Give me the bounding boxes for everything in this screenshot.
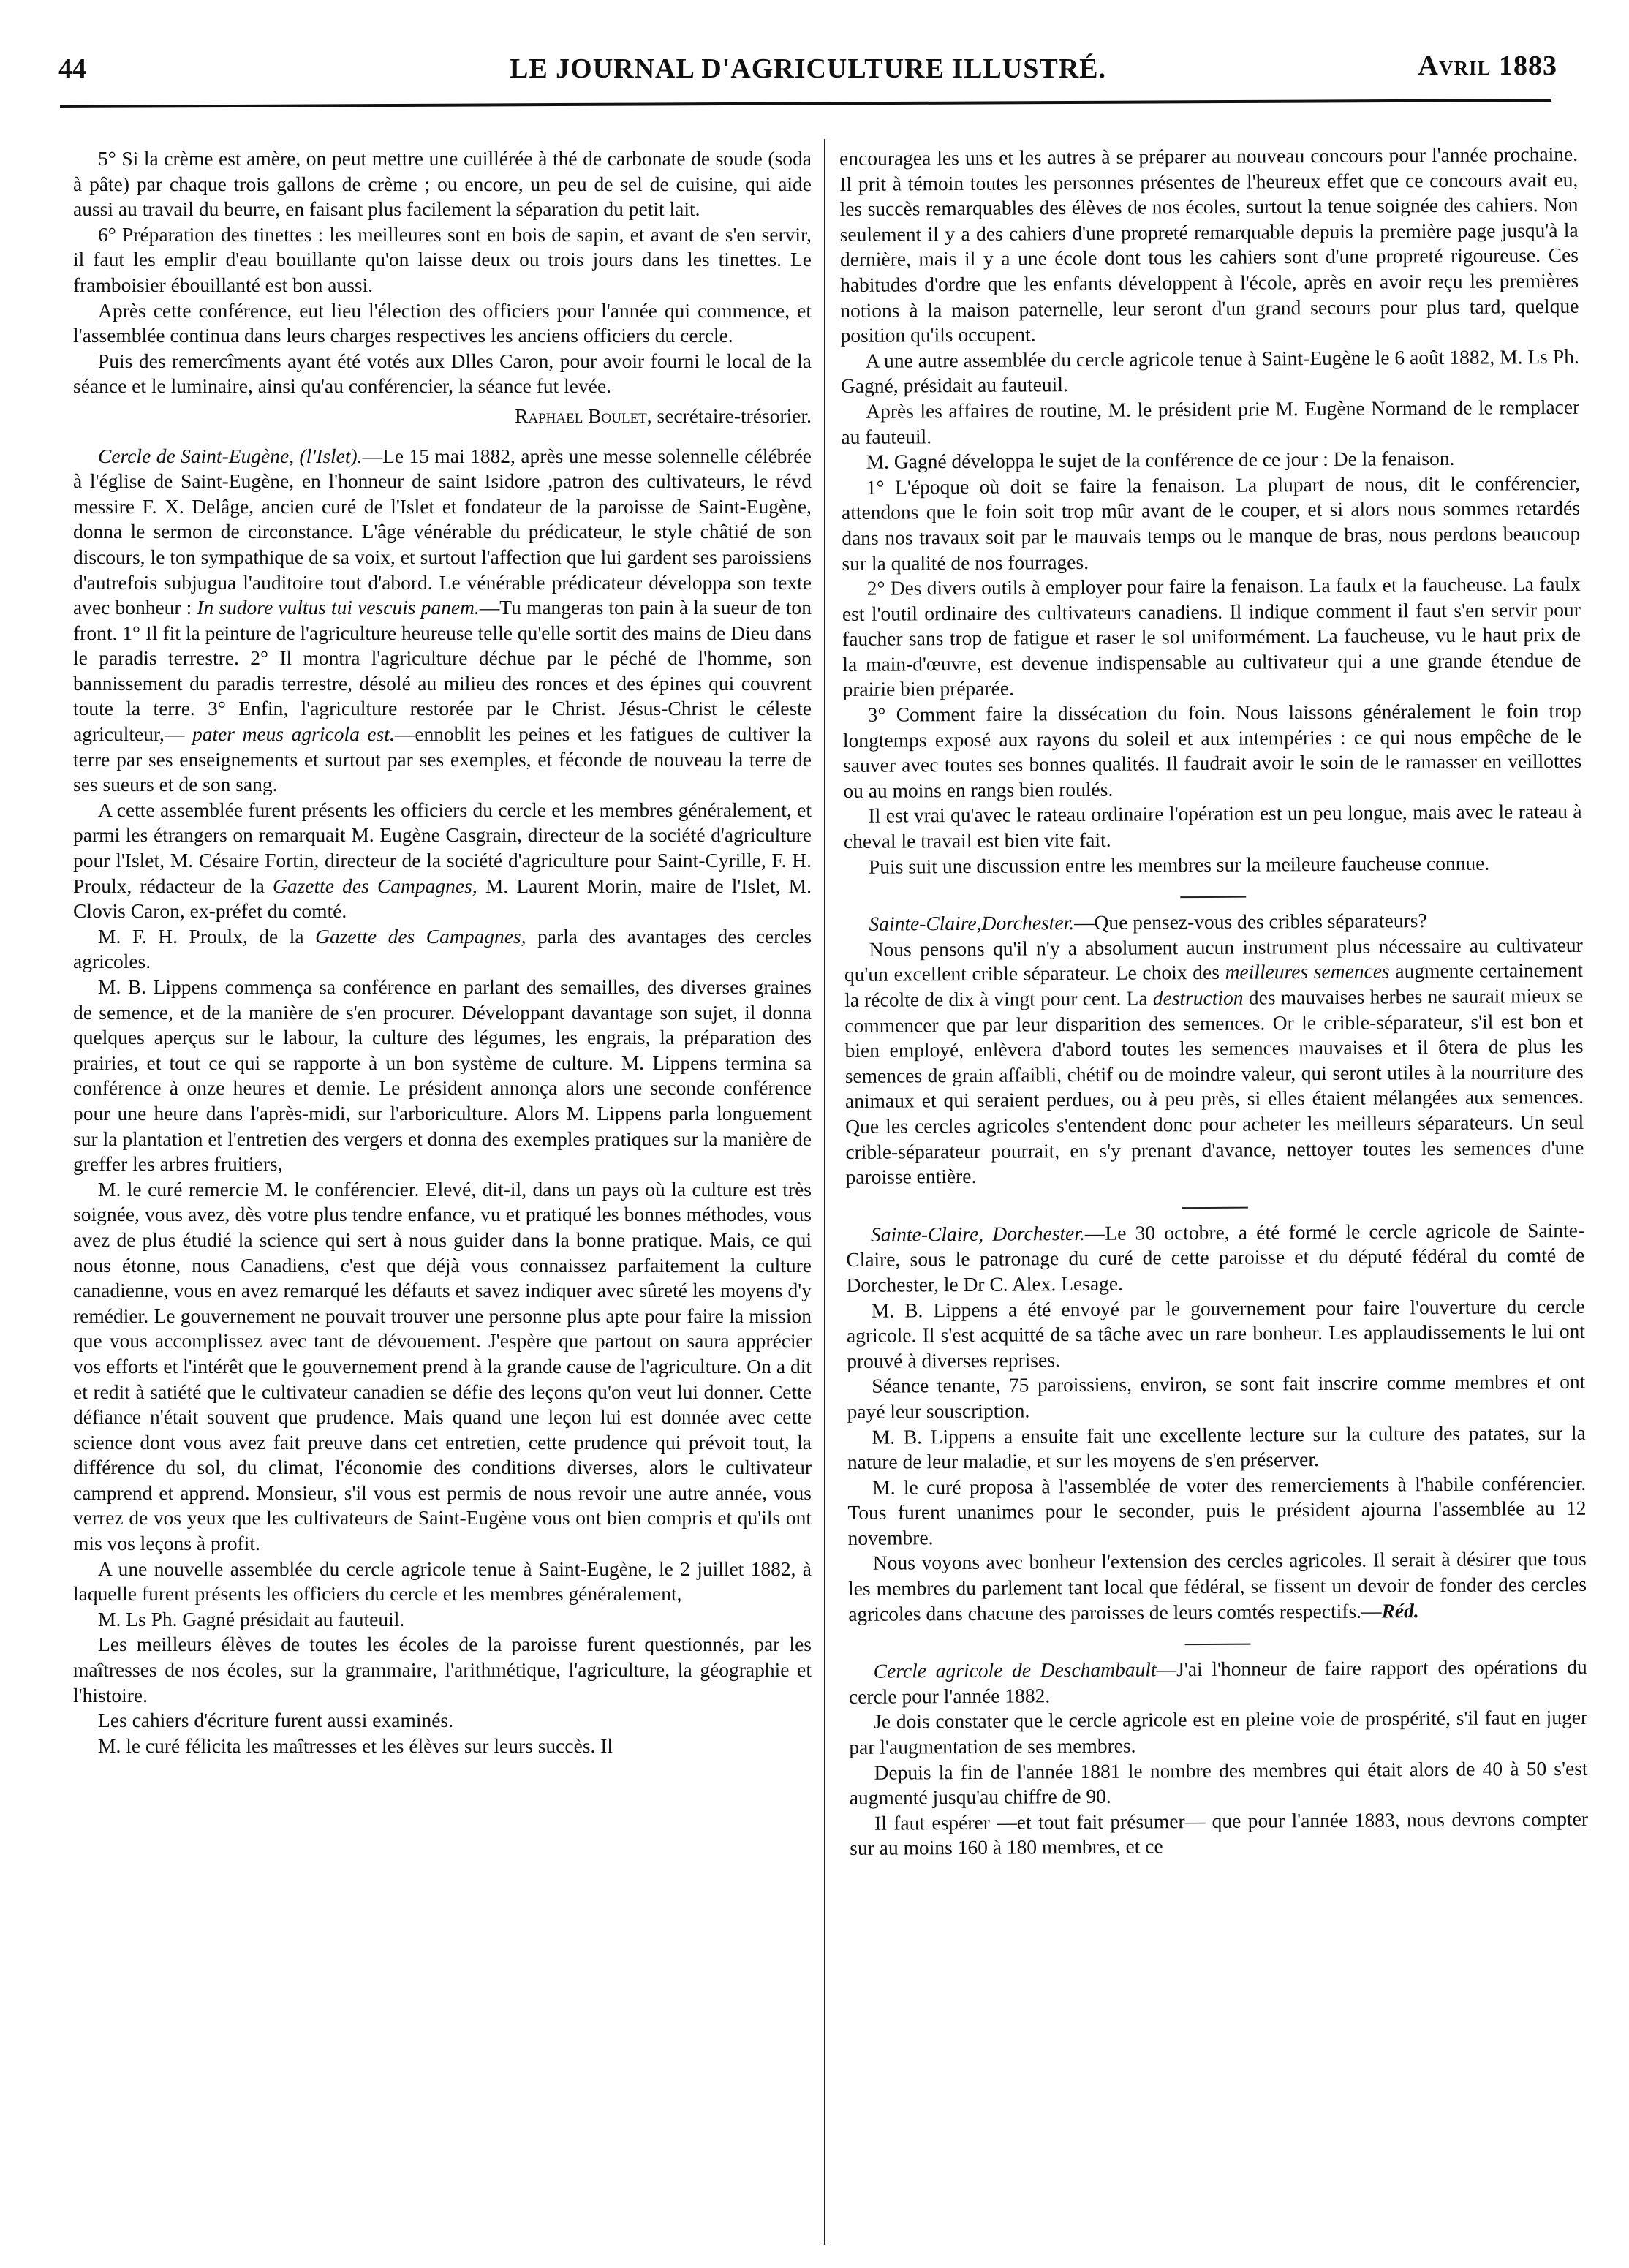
signature-role: secrétaire-trésorier. [657, 404, 812, 427]
paragraph: Puis des remercîments ayant été votés aux Dlles Caron, pour avoir fourni le local de la séance et le luminaire, ainsi qu'au conférencier, la séance fut levée. [73, 349, 812, 398]
text: —Le 15 mai 1882, après une messe solennelle célébrée à l'église de Saint-Eugène, en l'honneur de saint Isidore ,patron des cultivateurs, le révd messire F. X. Delâge, ancien curé de l'Islet et fondateur de la paroisse de Saint-Eugène, donna le sermon de circonstance. L'âge vénérable du prédicateur, le style châtié de son discours, le ton sympathique de sa voix, et surtout l'affection que lui gardent ses paroissiens d'autrefois subjugua l'auditoire tout d'abord. Le vénérable prédicateur développa son texte avec bonheur : [73, 444, 812, 619]
section-gap [73, 429, 812, 444]
paragraph [844, 933, 1584, 1190]
paragraph: M. le curé félicita les maîtresses et les élèves sur leurs succès. Il [98, 1734, 613, 1757]
issue-date: Avril 1883 [1418, 50, 1557, 81]
editor-mark: Réd. [1381, 1598, 1419, 1622]
right-column [839, 142, 1590, 2230]
signature-name: Raphael Boulet, [515, 404, 652, 427]
paragraph: Puis suit une discussion entre les membres sur la meileure faucheuse connue. [868, 851, 1490, 878]
article-title: Cercle de Saint-Eugène, (l'Islet). [98, 444, 363, 467]
text: Nous voyons avec bonheur l'extension des cercles agricoles. Il serait à désirer que tous les membres du parlement tant local que fédéral, se fissent un devoir de fonder des cercles agricoles dans chacune des paroisses de leurs comtés respectifs.— [847, 1547, 1587, 1625]
paragraph: Séance tenante, 75 paroissiens, environ, se sont fait inscrire comme membres et ont payé leur souscription. [847, 1370, 1586, 1423]
text: —Tu mangeras ton pain à la sueur de ton front. 1° Il fit la peinture de l'agriculture heureuse telle qu'elle sortit des mains de Dieu dans le paradis terrestre. 2° Il montra l'agriculture déchue par le péché de l'homme, son bannissement du paradis terrestre, désolé au milieu des ronces et des épines qui couvrent toute la terre. 3° Enfin, l'agriculture restorée par le Christ. Jésus-Christ le céleste agriculteur,— [73, 596, 812, 746]
paragraph: Après les affaires de routine, M. le président prie M. Eugène Normand de le remplacer au fauteuil. [841, 395, 1580, 448]
paragraph: M. le curé proposa à l'assemblée de voter des remerciements à l'habile conférencier. Tous furent unanimes pour le seconder, puis le président ajourna l'assemblée au 12 novembre. [847, 1471, 1587, 1549]
emphasis: destruction [1152, 986, 1244, 1010]
paragraph: encouragea les uns et les autres à se préparer au nouveau concours pour l'année prochaine. Il prit à témoin toutes les personnes présentes de l'heureux effet que ce concours avait eu, les succès remarquables des élèves de nos écoles, surtout la tenue soignée des cahiers. Non seulement il y a des cahiers d'une propreté remarquable depuis la première page jusqu'à la dernière, mais il y a une école dont tous les cahiers sont d'une propreté rigoureuse. Ces habitudes d'ordre que les enfants développent à l'école, après en avoir reçu les premières notions à la maison paternelle, leur seront d'un grand secours pour plus tard, quelque position qu'ils occupent. [839, 142, 1579, 347]
paragraph: M. B. Lippens a ensuite fait une excellente lecture sur la culture des patates, sur la nature de leur maladie, et sur les moyens de s'en préserver. [847, 1421, 1586, 1474]
paragraph: Il est vrai qu'avec le rateau ordinaire l'opération est un peu longue, mais avec le rateau à cheval le travail est bien vite fait. [843, 800, 1582, 853]
article-paragraph [73, 444, 812, 798]
paragraph: 6° Préparation des tinettes : les meilleures sont en bois de sapin, et avant de s'en servir, il faut les emplir d'eau bouillante qu'on laisse deux ou trois jours dans les tinettes. Le framboisier ébouillanté est bon aussi. [73, 222, 812, 296]
paragraph: A une autre assemblée du cercle agricole tenue à Saint-Eugène le 6 août 1882, M. Ls Ph. Gagné, présidait au fauteuil. [840, 344, 1579, 398]
paragraph: Les meilleurs élèves de toutes les écoles de la paroisse furent questionnés, par les maîtresses de nos écoles, sur la grammaire, l'arithmétique, l'agriculture, la géographie et l'histoire. [73, 1633, 812, 1706]
article-title: Sainte-Claire,Dorchester. [869, 911, 1075, 935]
paragraph [73, 798, 812, 924]
paragraph: M. B. Lippens a été envoyé par le gouvernement pour faire l'ouverture du cercle agricole. Il s'est acquitté de sa tâche avec un rare bonheur. Les applaudissements le lui ont prouvé à diverses reprises. [846, 1294, 1586, 1372]
latin-quote: pater meus agricola est. [192, 722, 395, 746]
paragraph: Il faut espérer —et tout fait présumer— que pour l'année 1883, nous devrons compter sur au moins 160 à 180 membres, et ce [850, 1807, 1589, 1860]
column-divider [824, 139, 825, 2245]
paragraph: M. le curé remercie M. le conférencier. Elevé, dit-il, dans un pays où la culture est très soignée, vous avez, dès votre plus tendre enfance, vu et pratiqué les bonnes méthodes, vous avez de plus étudié la science qui sert à nous guider dans la bonne pratique. Mais, ce qui nous étonne, nous Canadiens, c'est que déjà vous connaissez parfaitement la culture canadienne, vous en avez remarqué les défauts et savez indiquer avec sûreté les moyens d'y remédier. Le gouvernement ne pouvait trouver une personne plus apte pour faire la mission que vous accomplissez avec tant de dévouement. J'espère que partout on saura apprécier vos efforts et l'intérêt que le gouvernement prend à la grande cause de l'agriculture. On a dit et redit à satiété que le cultivateur canadien se défie des leçons qu'on veut lui donner. Cette défiance n'était souvent que prudence. Mais quand une leçon lui est donnée avec cette science dont vous avez fait preuve dans cet entretien, cette prudence qui prévoit tout, la différence du sol, du climat, l'économie des conditions diverses, alors le cultivateur camprend et apprend. Monsieur, s'il vous est permis de nous revoir une autre année, vous verrez de vos yeux que les cultivateurs de Saint-Eugène vous ont bien compris et qu'ils ont mis vos leçons à profit. [73, 1177, 812, 1555]
paragraph: 3° Comment faire la dissécation du foin. Nous laissons généralement le foin trop longtemps exposé aux rayons du soleil et aux intempéries : ce qui nous empêche de le sauver avec toutes ses bonnes qualités. Il faudrait avoir le soin de le ramasser en veillottes ou au moins en rangs bien roulés. [842, 698, 1582, 802]
text: augmente certainement la récolte de dix à vingt pour cent. La [844, 959, 1583, 1011]
paragraph: 1° L'époque où doit se faire la fenaison. La plupart de nous, dit le conférencier, attendons que le foin soit trop mûr avant de le couper, et si alors nous sommes retardés dans nos travaux soit par le mauvais temps ou le manque de bras, nous perdons beaucoup sur la qualité de nos fourrages. [841, 471, 1581, 575]
section-separator [1182, 1206, 1248, 1209]
text: —Que pensez-vous des cribles séparateurs? [1073, 909, 1427, 934]
text: A cette assemblée furent présents les officiers du cercle et les membres généralement, et parmi les étrangers on remarquait M. Eugène Casgrain, directeur de la société d'agriculture pour l'Islet, M. Césaire Fortin, directeur de la société d'agriculture pour Saint-Cyrille, F. H. Proulx, rédacteur de la [73, 798, 812, 897]
signature [73, 404, 812, 429]
text: —Le 30 octobre, a été formé le cercle agricole de Sainte-Claire, sous le patronage du curé de cette paroisse et du député fédéral du comté de Dorchester, le Dr C. Alex. Lesage. [846, 1218, 1585, 1296]
paragraph: A une nouvelle assemblée du cercle agricole tenue à Saint-Eugène, le 2 juillet 1882, à laquelle furent présents les officiers du cercle et les membres généralement, [73, 1557, 812, 1606]
text: M. Laurent Morin, maire de l'Islet, M. Clovis Caron, ex-préfet du comté. [73, 874, 812, 923]
text: des mauvaises herbes ne saurait mieux se commencer que par leur disparition des semences. Or le crible-séparateur, s'il est bon et bien employé, enlèvera d'abord toutes les semences mauvaises et il ôtera de plus les semences de grain affaibli, chétif ou de moindre valeur, qui seront utiles à la nourriture des animaux et qui seraient perdues, ou à peu près, si elles étaient mélangées aux semences. Que les cercles agricoles s'entendent donc pour acheter les meilleurs séparateurs. Un seul crible-séparateur pourrait, en s'y prenant d'avance, nettoyer toutes les semences d'une paroisse entière. [844, 983, 1584, 1189]
paragraph: M. Ls Ph. Gagné présidait au fauteuil. [98, 1607, 405, 1630]
paragraph: 2° Des divers outils à employer pour faire la fenaison. La faulx et la faucheuse. La faulx est l'outil ordinaire des cultivateurs canadiens. Il indique comment il faut s'en servir pour faucher sans trop de fatigue et raser le sol uniformément. La faucheuse, vu le haut prix de la main-d'œuvre, est devenue indispensable au cultivateur qui a une grande étendue de prairie bien préparée. [842, 572, 1581, 701]
article-paragraph [846, 1218, 1585, 1299]
paragraph: Depuis la fin de l'année 1881 le nombre des membres qui était alors de 40 à 50 s'est augmenté jusqu'au chiffre de 90. [849, 1756, 1588, 1810]
article-paragraph [849, 1655, 1587, 1709]
publication-name: Gazette des Campagnes, [272, 874, 477, 897]
paragraph [73, 924, 812, 975]
text: parla des avantages des cercles agricoles. [73, 924, 812, 973]
text: Nous pensons qu'il n'y a absolument aucun instrument plus nécessaire au cultivateur qu'un excellent crible séparateur. Le choix des [844, 933, 1583, 986]
paragraph: Je dois constater que le cercle agricole est en pleine voie de prospérité, s'il faut en juger par l'augmentation de ses membres. [849, 1706, 1588, 1758]
page-number: 44 [58, 53, 86, 84]
latin-quote: In sudore vultus tui vescuis panem. [197, 596, 480, 619]
section-separator [1180, 896, 1246, 899]
journal-title: LE JOURNAL D'AGRICULTURE ILLUSTRÉ. [509, 53, 1106, 84]
emphasis: meilleures semences [1225, 959, 1390, 984]
paragraph: M. Gagné développa le sujet de la conférence de ce jour : De la fenaison. [866, 446, 1455, 473]
text: —J'ai l'honneur de faire rapport des opérations du cercle pour l'année 1882. [848, 1655, 1587, 1708]
publication-name: Gazette des Campagnes, [315, 924, 526, 948]
page-header [58, 48, 1557, 107]
section-separator [1185, 1644, 1251, 1646]
text: M. F. H. Proulx, de la [98, 924, 304, 948]
article-title: Cercle agricole de Deschambault [873, 1657, 1157, 1683]
left-column [73, 146, 812, 2230]
paragraph: Après cette conférence, eut lieu l'élection des officiers pour l'année qui commence, et l'assemblée continua dans leurs charges respectives les anciens officiers du cercle. [73, 298, 812, 347]
paragraph [848, 1546, 1587, 1627]
article-title: Sainte-Claire, Dorchester. [870, 1221, 1085, 1246]
paragraph: 5° Si la crème est amère, on peut mettre une cuillérée à thé de carbonate de soude (soda à pâte) par chaque trois gallons de crème ; ou encore, un peu de sel de cuisine, qui aide aussi au travail du beurre, en faisant plus facilement la séparation du petit lait. [73, 147, 812, 221]
paragraph: M. B. Lippens commença sa conférence en parlant des semailles, des diverses graines de semence, et de la manière de s'en procurer. Développant davantage son sujet, il donna quelques aperçus sur le labour, la culture des légumes, les engrais, la préparation des prairies, et tout ce qui se rapporte à un bon système de culture. M. Lippens termina sa conférence à onze heures et demie. Le président annonça alors une seconde conférence pour une heure dans l'après-midi, sur l'arboriculture. Alors M. Lippens parla longuement sur la plantation et l'entretien des vergers et donna des exemples pratiques sur la manière de greffer les arbres fruitiers, [73, 975, 812, 1176]
text: —ennoblit les peines et les fatigues de cultiver la terre par ses enseignements et surtout par ses exemples, et féconde de nouveau la terre de ses sueurs et de son sang. [73, 722, 812, 796]
paragraph: Les cahiers d'écriture furent aussi examinés. [98, 1709, 454, 1732]
